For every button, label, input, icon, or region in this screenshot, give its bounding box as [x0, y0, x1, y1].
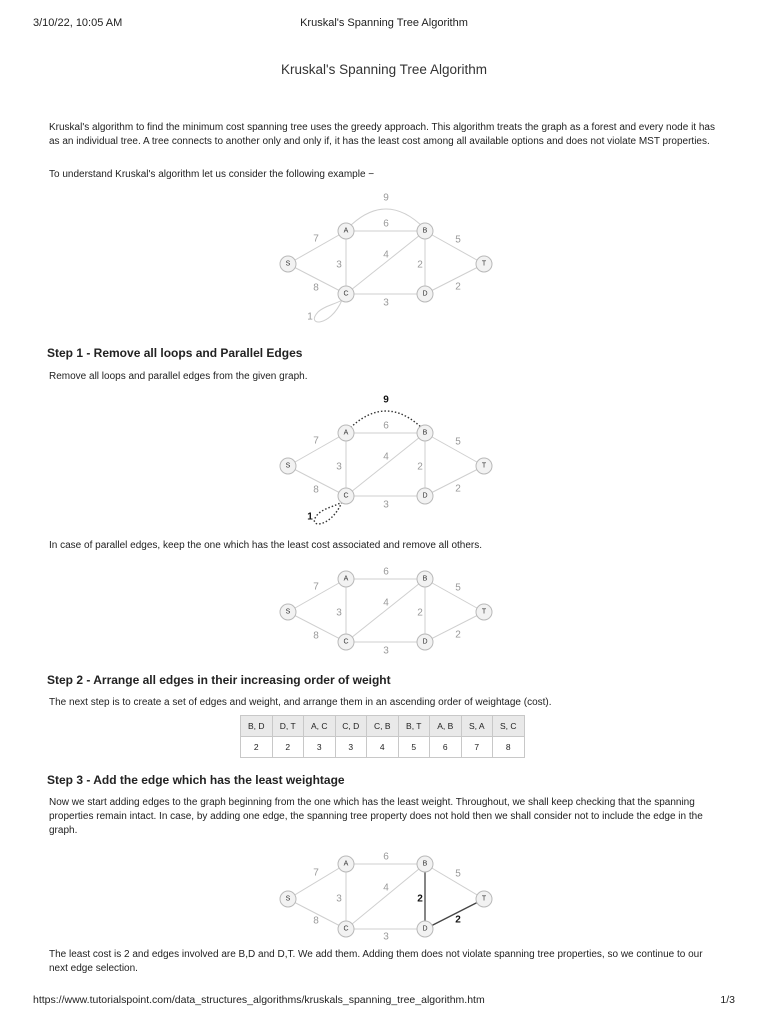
print-footer-url: https://www.tutorialspoint.com/data_structures_algorithms/kruskals_spanning_tree_algorithm.htm — [33, 994, 485, 1006]
svg-text:C: C — [343, 638, 349, 646]
print-datetime: 3/10/22, 10:05 AM — [33, 17, 123, 29]
step1-paragraph: Remove all loops and parallel edges from the given graph. — [49, 371, 308, 382]
table-cell: D, T — [272, 716, 304, 737]
edge-c-loop — [314, 300, 342, 322]
weight-label: 3 — [336, 259, 342, 271]
node-c — [338, 921, 354, 937]
weight-label: 7 — [313, 867, 319, 879]
node-d — [417, 488, 433, 504]
step3-heading: Step 3 - Add the edge which has the least weightage — [47, 773, 345, 787]
weight-label: 8 — [313, 915, 319, 927]
weight-label: 2 — [417, 607, 423, 619]
edge-weight-table — [240, 715, 525, 758]
weight-label: 7 — [313, 581, 319, 593]
svg-text:D: D — [422, 492, 428, 500]
weight-label: 3 — [336, 893, 342, 905]
step2-paragraph: The next step is to create a set of edges and weight, and arrange them in an ascending order of weightage (cost). — [49, 697, 552, 708]
node-a — [338, 223, 354, 239]
graph-loops-highlighted — [270, 390, 500, 532]
weight-label: 2 — [455, 281, 461, 293]
svg-text:A: A — [343, 429, 349, 437]
weight-label: 1 — [307, 311, 313, 323]
node-c — [338, 488, 354, 504]
weight-label: 3 — [383, 931, 389, 943]
weight-label: 2 — [455, 483, 461, 495]
svg-text:D: D — [422, 925, 428, 933]
node-d — [417, 286, 433, 302]
svg-text:C: C — [343, 290, 349, 298]
node-s — [280, 256, 296, 272]
node-c — [338, 286, 354, 302]
node-t — [476, 891, 492, 907]
weight-label: 2 — [417, 259, 423, 271]
table-cell: 4 — [367, 737, 399, 758]
node-a — [338, 571, 354, 587]
weight-label: 4 — [383, 451, 389, 463]
edge-c-b — [346, 433, 425, 496]
weight-label: 6 — [383, 851, 389, 863]
table-cell: 8 — [493, 737, 525, 758]
node-b — [417, 223, 433, 239]
weight-label: 5 — [455, 234, 461, 246]
weight-label: 2 — [417, 893, 423, 905]
edge-row — [241, 716, 525, 737]
svg-text:A: A — [343, 575, 349, 583]
node-d — [417, 921, 433, 937]
edge-c-b — [346, 864, 425, 929]
graph-original — [270, 188, 500, 330]
svg-text:S: S — [285, 608, 291, 616]
node-c — [338, 634, 354, 650]
svg-text:S: S — [285, 462, 291, 470]
table-cell: 2 — [241, 737, 273, 758]
step2-heading: Step 2 - Arrange all edges in their increasing order of weight — [47, 673, 391, 687]
table-cell: A, C — [304, 716, 336, 737]
weight-label: 9 — [383, 394, 389, 406]
weight-label: 3 — [383, 645, 389, 657]
example-intro-paragraph: To understand Kruskal's algorithm let us consider the following example − — [49, 169, 375, 180]
weight-label: 5 — [455, 582, 461, 594]
weight-label: 2 — [417, 461, 423, 473]
weight-label: 5 — [455, 868, 461, 880]
weight-row — [241, 737, 525, 758]
svg-text:B: B — [422, 860, 428, 868]
weight-label: 6 — [383, 420, 389, 432]
node-s — [280, 891, 296, 907]
node-b — [417, 571, 433, 587]
svg-text:S: S — [285, 260, 291, 268]
weight-label: 7 — [313, 233, 319, 245]
weight-label: 3 — [383, 499, 389, 511]
table-cell: 2 — [272, 737, 304, 758]
weight-label: 2 — [455, 629, 461, 641]
svg-text:C: C — [343, 925, 349, 933]
page-number: 1/3 — [720, 994, 735, 1006]
table-cell: B, D — [241, 716, 273, 737]
weight-label: 3 — [383, 297, 389, 309]
table-cell: 6 — [430, 737, 462, 758]
step1-paragraph-2: In case of parallel edges, keep the one which has the least cost associated and remove all others. — [49, 540, 483, 551]
svg-text:C: C — [343, 492, 349, 500]
svg-text:T: T — [481, 895, 487, 903]
table-cell: S, A — [461, 716, 493, 737]
step3-paragraph-2: The least cost is 2 and edges involved are B,D and D,T. We add them. Adding them does not violate spanning tree properties, so we continue to our next edge selection. — [49, 949, 703, 974]
table-cell: 7 — [461, 737, 493, 758]
node-b — [417, 425, 433, 441]
table-cell: 5 — [398, 737, 430, 758]
node-a — [338, 856, 354, 872]
weight-label: 8 — [313, 484, 319, 496]
node-s — [280, 458, 296, 474]
svg-text:T: T — [481, 608, 487, 616]
svg-text:A: A — [343, 227, 349, 235]
weight-label: 2 — [455, 914, 461, 926]
table-cell: S, C — [493, 716, 525, 737]
weight-label: 9 — [383, 192, 389, 204]
table-cell: B, T — [398, 716, 430, 737]
table-cell: A, B — [430, 716, 462, 737]
edge-c-b — [346, 579, 425, 642]
table-cell: 3 — [335, 737, 367, 758]
table-cell: C, B — [367, 716, 399, 737]
weight-label: 3 — [336, 607, 342, 619]
weight-label: 6 — [383, 566, 389, 578]
step1-heading: Step 1 - Remove all loops and Parallel Edges — [47, 346, 303, 360]
weight-label: 8 — [313, 282, 319, 294]
edge-c-b — [346, 231, 425, 294]
svg-text:B: B — [422, 429, 428, 437]
svg-text:S: S — [285, 895, 291, 903]
weight-label: 6 — [383, 218, 389, 230]
weight-label: 3 — [336, 461, 342, 473]
table-cell: C, D — [335, 716, 367, 737]
weight-label: 8 — [313, 630, 319, 642]
step3-paragraph: Now we start adding edges to the graph beginning from the one which has the least weight. Throughout, we shall keep checking that the spanning properties remain intact. In case, by adding one edge, the spanning tree property does not hold then we shall consider not to include the edge in the graph. — [49, 797, 703, 836]
graph-cleaned — [270, 560, 500, 660]
svg-text:A: A — [343, 860, 349, 868]
print-header-title: Kruskal's Spanning Tree Algorithm — [300, 17, 468, 29]
weight-label: 5 — [455, 436, 461, 448]
weight-label: 1 — [307, 511, 313, 523]
weight-label: 4 — [383, 249, 389, 261]
table-cell: 3 — [304, 737, 336, 758]
node-t — [476, 604, 492, 620]
svg-text:B: B — [422, 227, 428, 235]
svg-text:T: T — [481, 260, 487, 268]
svg-text:D: D — [422, 638, 428, 646]
svg-text:T: T — [481, 462, 487, 470]
page-title: Kruskal's Spanning Tree Algorithm — [281, 62, 487, 77]
intro-paragraph: Kruskal's algorithm to find the minimum cost spanning tree uses the greedy approach. This algorithm treats the graph as a forest and every node it has as an individual tree. A tree connects to another only and only if, it has the least cost among all available options and does not violate MST properties. — [49, 122, 715, 147]
svg-text:B: B — [422, 575, 428, 583]
weight-label: 7 — [313, 435, 319, 447]
node-d — [417, 634, 433, 650]
node-s — [280, 604, 296, 620]
edge-c-loop — [314, 502, 342, 524]
weight-label: 4 — [383, 882, 389, 894]
svg-text:D: D — [422, 290, 428, 298]
weight-label: 4 — [383, 597, 389, 609]
node-a — [338, 425, 354, 441]
node-t — [476, 256, 492, 272]
graph-step3-added — [270, 844, 500, 944]
node-t — [476, 458, 492, 474]
node-b — [417, 856, 433, 872]
